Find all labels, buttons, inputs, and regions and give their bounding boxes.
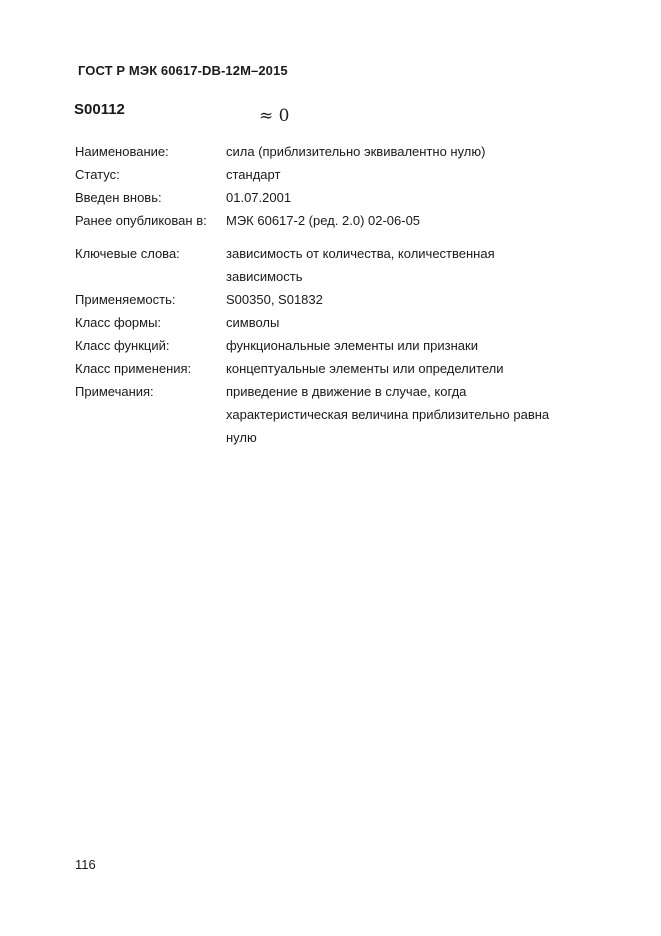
- field-label: Класс формы:: [75, 315, 162, 330]
- symbol-code: S00112: [74, 101, 125, 118]
- value-line: сила (приблизительно эквивалентно нулю): [226, 144, 486, 159]
- value-line: 01.07.2001: [226, 190, 292, 205]
- value-line: зависимость от количества, количественная: [226, 246, 495, 261]
- value-line: МЭК 60617-2 (ред. 2.0) 02-06-05: [226, 213, 421, 228]
- field-value: [226, 311, 571, 334]
- field-shape-class: [75, 311, 595, 334]
- value-line: нулю: [226, 430, 257, 445]
- field-label: Наименование:: [75, 144, 169, 159]
- value-line: характеристическая величина приблизительно равна: [226, 407, 550, 422]
- value-line: зависимость: [226, 269, 303, 284]
- field-value: [226, 163, 571, 186]
- field-introduced: [75, 186, 595, 209]
- value-line: символы: [226, 315, 280, 330]
- field-name: [75, 140, 595, 163]
- field-label: Класс применения:: [75, 361, 192, 376]
- value-line: S00350, S01832: [226, 292, 323, 307]
- field-value: [226, 209, 571, 232]
- field-function-class: [75, 334, 595, 357]
- field-label: Применяемость:: [75, 292, 176, 307]
- field-value: [226, 242, 571, 288]
- field-notes: [75, 380, 595, 449]
- field-value: [226, 334, 571, 357]
- field-value: [226, 288, 571, 311]
- field-keywords: [75, 242, 595, 288]
- field-value: [226, 186, 571, 209]
- symbol-properties: [75, 140, 595, 449]
- field-label: Введен вновь:: [75, 190, 162, 205]
- field-previously-published: [75, 209, 595, 232]
- field-label: Ключевые слова:: [75, 246, 180, 261]
- field-label: Примечания:: [75, 384, 154, 399]
- approximately-equal-zero-icon: ≈ 0: [259, 106, 290, 126]
- value-line: приведение в движение в случае, когда: [226, 384, 467, 399]
- value-line: функциональные элементы или признаки: [226, 338, 478, 353]
- field-value: [226, 357, 571, 380]
- field-label: Статус:: [75, 167, 120, 182]
- field-label: Класс функций:: [75, 338, 170, 353]
- value-line: стандарт: [226, 167, 281, 182]
- field-label: Ранее опубликован в:: [75, 213, 207, 228]
- page-number: 116: [75, 857, 96, 872]
- field-status: [75, 163, 595, 186]
- field-value: [226, 140, 571, 163]
- standard-title: ГОСТ Р МЭК 60617-DB-12M–2015: [78, 63, 288, 78]
- field-application-class: [75, 357, 595, 380]
- field-value: [226, 380, 571, 449]
- value-line: концептуальные элементы или определители: [226, 361, 504, 376]
- field-applicability: [75, 288, 595, 311]
